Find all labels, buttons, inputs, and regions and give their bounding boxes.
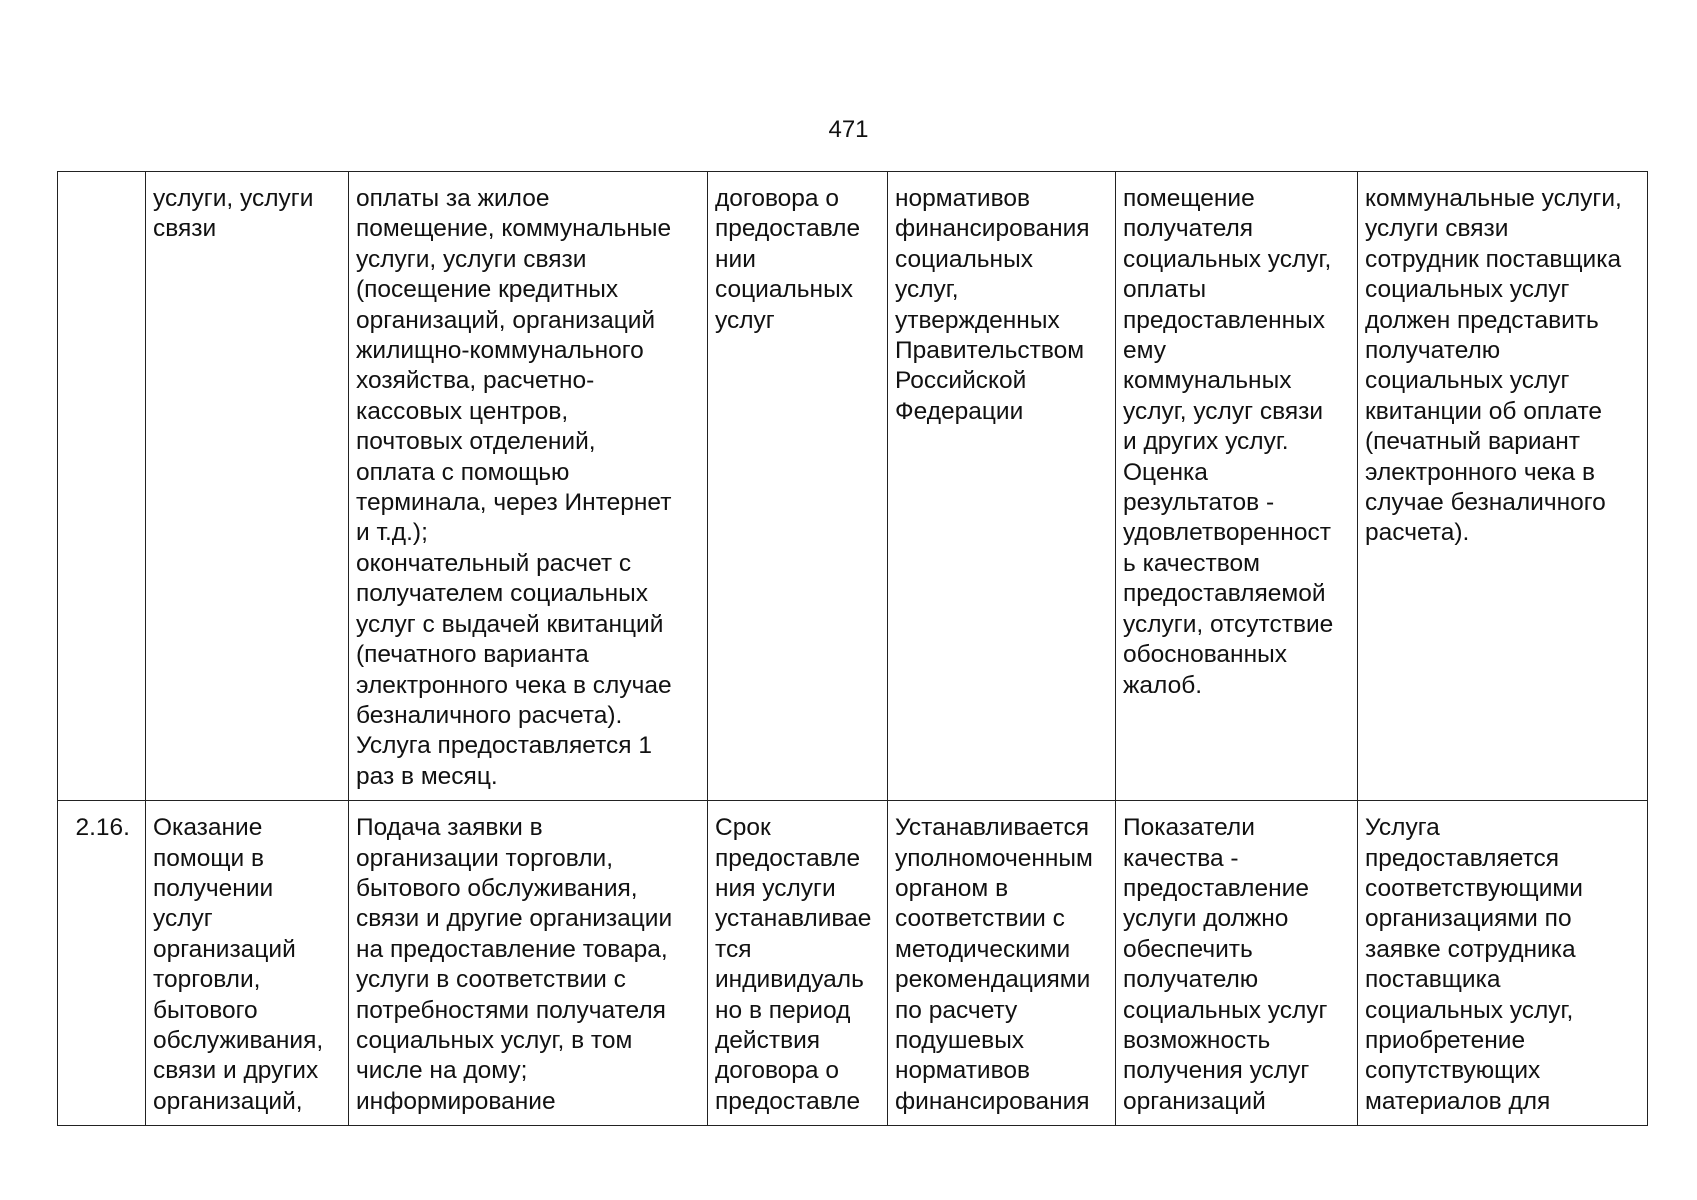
- page-number: 471: [828, 116, 869, 143]
- service-term-cell: договора о предоставле нии социальных услуг: [708, 172, 888, 801]
- service-quality-cell: помещение получателя социальных услуг, оплаты предоставленных ему коммунальных услуг, услуг связи и других услуг. Оценка результатов - удовлетворенност ь качеством предоставляемой услуги, отсутствие обоснованных жалоб.: [1116, 172, 1358, 801]
- services-table: [57, 171, 1648, 1126]
- table-row: [58, 801, 1648, 1126]
- service-name-cell: Оказание помощи в получении услуг организаций торговли, бытового обслуживания, связи и других организаций,: [146, 801, 349, 1126]
- service-name-cell: услуги, услуги связи: [146, 172, 349, 801]
- service-norm-cell: Устанавливается уполномоченным органом в соответствии с методическими рекомендациями по расчету подушевых нормативов финансирования: [888, 801, 1116, 1126]
- service-description-cell: оплаты за жилое помещение, коммунальные услуги, услуги связи (посещение кредитных организаций, организаций жилищно-коммунального хозяйства, расчетно- кассовых центров, почтовых отделений, оплата с помощью терминала, через Интернет и т.д.); окончательный расчет с получателем социальных услуг с выдачей квитанций (печатного варианта электронного чека в случае безналичного расчета). Услуга предоставляется 1 раз в месяц.: [349, 172, 708, 801]
- row-number-cell: [58, 172, 146, 801]
- service-quality-cell: Показатели качества - предоставление услуги должно обеспечить получателю социальных услуг возможность получения услуг организаций: [1116, 801, 1358, 1126]
- row-number-cell: 2.16.: [58, 801, 146, 1126]
- table-row: [58, 172, 1648, 801]
- service-description-cell: Подача заявки в организации торговли, бытового обслуживания, связи и другие организации на предоставление товара, услуги в соответствии с потребностями получателя социальных услуг, в том числе на дому; информирование: [349, 801, 708, 1126]
- service-term-cell: Срок предоставле ния услуги устанавливае тся индивидуаль но в период действия договора о предоставле: [708, 801, 888, 1126]
- service-conditions-cell: коммунальные услуги, услуги связи сотрудник поставщика социальных услуг должен представить получателю социальных услуг квитанции об оплате (печатный вариант электронного чека в случае безналичного расчета).: [1358, 172, 1648, 801]
- service-conditions-cell: Услуга предоставляется соответствующими организациями по заявке сотрудника поставщика социальных услуг, приобретение сопутствующих материалов для: [1358, 801, 1648, 1126]
- service-norm-cell: нормативов финансирования социальных услуг, утвержденных Правительством Российской Федерации: [888, 172, 1116, 801]
